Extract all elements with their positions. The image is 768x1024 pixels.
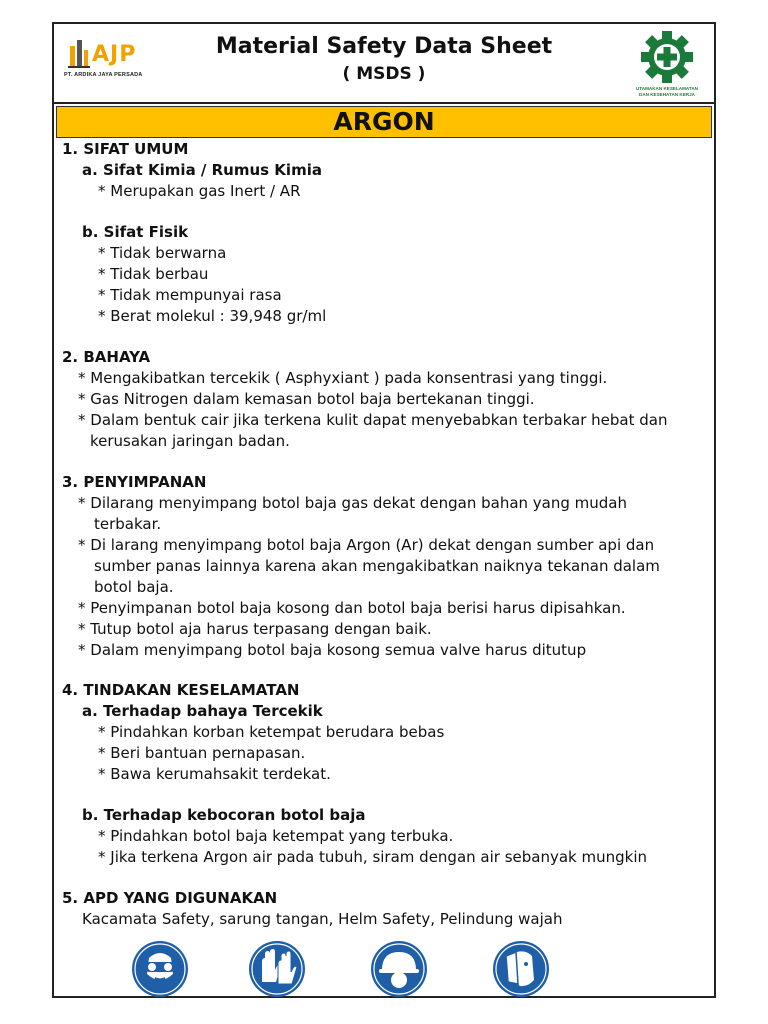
- list-item: * Tutup botol aja harus terpasang dengan baik.: [78, 620, 432, 638]
- list-item: * Tidak berwarna: [98, 244, 227, 262]
- document-header: [52, 22, 716, 104]
- k3-motto-line-2: DAN KESEHATAN KERJA: [639, 91, 695, 97]
- section-heading: 1. SIFAT UMUM: [62, 140, 189, 158]
- list-item: * Dalam menyimpang botol baja kosong semua valve harus ditutup: [78, 641, 587, 659]
- safety-goggles-icon: [131, 940, 189, 998]
- list-item: * Pindahkan botol baja ketempat yang terbuka.: [98, 827, 454, 845]
- chemical-name-banner: ARGON: [56, 106, 712, 138]
- list-item: * Dalam bentuk cair jika terkena kulit dapat menyebabkan terbakar hebat dan: [78, 411, 668, 429]
- list-item-continued: kerusakan jaringan badan.: [90, 432, 290, 450]
- list-item: * Beri bantuan pernapasan.: [98, 744, 306, 762]
- k3-logo: [630, 30, 704, 102]
- list-item-continued: sumber panas lainnya karena akan mengakibatkan naiknya tekanan dalam: [94, 557, 660, 575]
- list-item-continued: terbakar.: [94, 515, 162, 533]
- section-heading: 5. APD YANG DIGUNAKAN: [62, 889, 278, 907]
- safety-gloves-icon: [248, 940, 306, 998]
- page-title: Material Safety Data Sheet: [215, 34, 553, 59]
- list-item: * Tidak mempunyai rasa: [98, 286, 282, 304]
- list-item: * Merupakan gas Inert / AR: [98, 182, 301, 200]
- list-item: * Gas Nitrogen dalam kemasan botol baja bertekanan tinggi.: [78, 390, 535, 408]
- section-heading: 2. BAHAYA: [62, 348, 151, 366]
- logo-brand: AJP: [92, 42, 137, 67]
- list-item: * Jika terkena Argon air pada tubuh, siram dengan air sebanyak mungkin: [98, 848, 648, 866]
- list-item: * Dilarang menyimpang botol baja gas dekat dengan bahan yang mudah: [78, 494, 627, 512]
- list-item: * Tidak berbau: [98, 265, 209, 283]
- subsection-heading: a. Sifat Kimia / Rumus Kimia: [82, 161, 322, 179]
- face-shield-icon: [492, 940, 550, 998]
- list-item: * Mengakibatkan tercekik ( Asphyxiant ) pada konsentrasi yang tinggi.: [78, 369, 608, 387]
- page-subtitle: ( MSDS ): [342, 64, 426, 84]
- k3-gear-cross-icon: [630, 30, 704, 86]
- list-item: * Pindahkan korban ketempat berudara bebas: [98, 723, 445, 741]
- subsection-heading: b. Sifat Fisik: [82, 223, 189, 241]
- safety-helmet-icon: [370, 940, 428, 998]
- list-item-continued: botol baja.: [94, 578, 174, 596]
- list-item: * Penyimpanan botol baja kosong dan botol baja berisi harus dipisahkan.: [78, 599, 626, 617]
- subsection-heading: b. Terhadap kebocoran botol baja: [82, 806, 366, 824]
- section-heading: 4. TINDAKAN KESELAMATAN: [62, 681, 300, 699]
- ppe-description: Kacamata Safety, sarung tangan, Helm Safety, Pelindung wajah: [82, 910, 563, 928]
- list-item: * Berat molekul : 39,948 gr/ml: [98, 307, 327, 325]
- subsection-heading: a. Terhadap bahaya Tercekik: [82, 702, 323, 720]
- k3-motto-line-1: UTAMAKAN KESELAMATAN: [635, 86, 698, 91]
- list-item: * Bawa kerumahsakit terdekat.: [98, 765, 331, 783]
- logo-company-name: PT. ARDIKA JAYA PERSADA: [64, 72, 143, 78]
- list-item: * Di larang menyimpang botol baja Argon (Ar) dekat dengan sumber api dan: [78, 536, 655, 554]
- section-heading: 3. PENYIMPANAN: [62, 473, 207, 491]
- k3-motto: [630, 86, 704, 97]
